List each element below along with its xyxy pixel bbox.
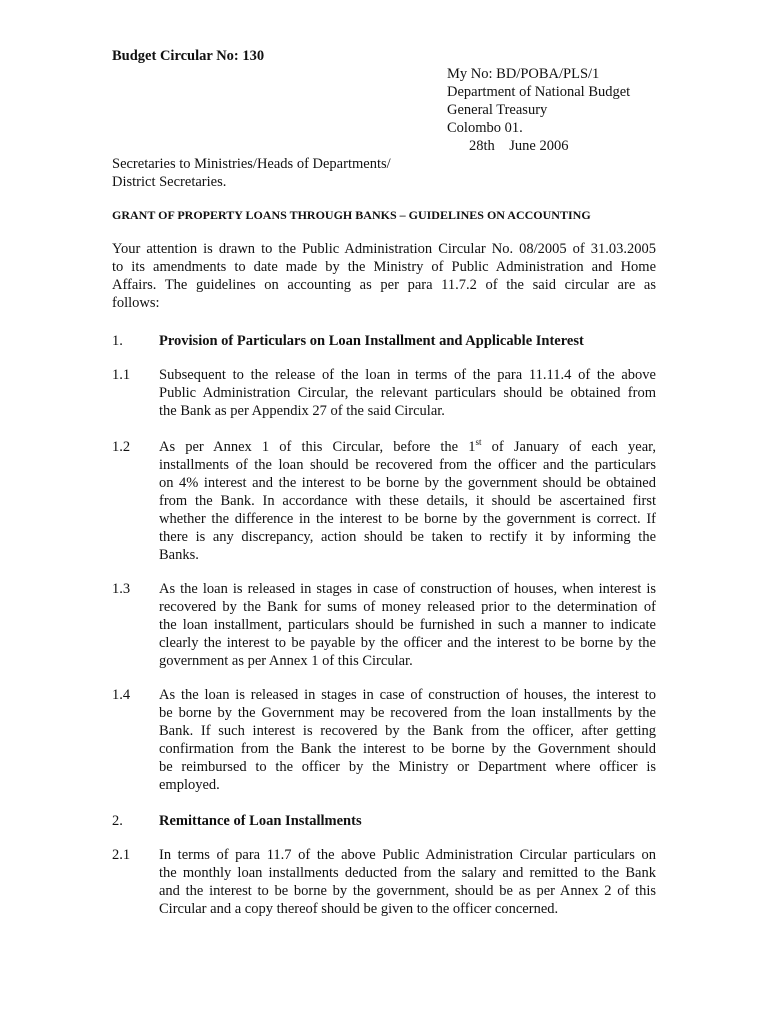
text-line: In terms of para 11.7 of the above Public Administration Circular particulars on bbox=[159, 847, 656, 863]
text-line: recovered by the Bank for sums of money released prior to the determination of bbox=[159, 599, 656, 615]
text-line: from the Bank. In accordance with these details, it should be ascertained first bbox=[159, 493, 656, 509]
section-number: 1. bbox=[112, 333, 123, 349]
text-fragment: of January of each year, bbox=[481, 439, 656, 455]
text-line: Bank. If such interest is recovered by the Bank from the officer, after getting bbox=[159, 723, 656, 739]
text-line: and the interest to be borne by the government, should be as per Annex 2 of this bbox=[159, 883, 656, 899]
paragraph-1-1 bbox=[159, 366, 656, 420]
paragraph-1-3 bbox=[159, 580, 656, 670]
section-title: Provision of Particulars on Loan Installment and Applicable Interest bbox=[159, 333, 584, 349]
treasury-name: General Treasury bbox=[447, 102, 548, 118]
text-line: on 4% interest and the interest to be borne by the government should be obtained bbox=[159, 475, 656, 491]
text-line: confirmation from the Bank the interest to be borne by the Government should bbox=[159, 741, 656, 757]
department-name: Department of National Budget bbox=[447, 84, 631, 100]
text-line: installments of the loan should be recovered from the officer and the particulars bbox=[159, 457, 656, 473]
section-title: Remittance of Loan Installments bbox=[159, 813, 362, 829]
reference-block bbox=[447, 65, 630, 155]
text-line: Circular and a copy thereof should be given to the officer concerned. bbox=[159, 901, 559, 917]
text-line: Banks. bbox=[159, 547, 199, 563]
text-line: As the loan is released in stages in case of construction of houses, the interest to bbox=[159, 687, 656, 703]
circular-number: Budget Circular No: 130 bbox=[112, 48, 265, 64]
addressee-line: District Secretaries. bbox=[112, 174, 227, 190]
reference-number: My No: BD/POBA/PLS/1 bbox=[447, 66, 600, 82]
text-line bbox=[159, 438, 656, 456]
text-line: follows: bbox=[112, 295, 160, 311]
paragraph-2-1 bbox=[159, 846, 656, 918]
text-line: employed. bbox=[159, 777, 220, 793]
text-line: the Bank as per Appendix 27 of the said Circular. bbox=[159, 403, 445, 419]
text-line: Public Administration Circular, the relevant particulars should be obtained from bbox=[159, 385, 656, 401]
text-line: to its amendments to date made by the Ministry of Public Administration and Home bbox=[112, 259, 656, 275]
city-name: Colombo 01. bbox=[447, 120, 523, 136]
text-line: the loan installment, particulars should be furnished in such a manner to indicate bbox=[159, 617, 656, 633]
text-line: be reimbursed to the officer by the Ministry or Department where officer is bbox=[159, 759, 656, 775]
addressee-line: Secretaries to Ministries/Heads of Departments/ bbox=[112, 156, 391, 172]
text-line: the monthly loan installments deducted from the salary and remitted to the Bank bbox=[159, 865, 656, 881]
text-line: Subsequent to the release of the loan in terms of the para 11.11.4 of the above bbox=[159, 367, 656, 383]
paragraph-number: 1.3 bbox=[112, 581, 131, 597]
text-line: there is any discrepancy, action should be taken to rectify it by informing the bbox=[159, 529, 656, 545]
subject-heading: GRANT OF PROPERTY LOANS THROUGH BANKS – GUIDELINES ON ACCOUNTING bbox=[112, 208, 591, 222]
intro-paragraph bbox=[112, 240, 656, 312]
ordinal-suffix: st bbox=[475, 437, 482, 448]
text-line: government as per Annex 1 of this Circular. bbox=[159, 653, 413, 669]
addressees bbox=[112, 155, 391, 191]
text-line: be borne by the Government may be recovered from the loan installments by the bbox=[159, 705, 656, 721]
section-number: 2. bbox=[112, 813, 123, 829]
paragraph-number: 1.4 bbox=[112, 687, 131, 703]
text-line: Your attention is drawn to the Public Administration Circular No. 08/2005 of 31.03.2005 bbox=[112, 241, 656, 257]
text-line: whether the difference in the interest to be borne by the government is correct. If bbox=[159, 511, 656, 527]
paragraph-number: 2.1 bbox=[112, 847, 131, 863]
paragraph-number: 1.1 bbox=[112, 367, 131, 383]
paragraph-1-4 bbox=[159, 686, 656, 794]
text-line: Affairs. The guidelines on accounting as per para 11.7.2 of the said circular are as bbox=[112, 277, 656, 293]
paragraph-number: 1.2 bbox=[112, 439, 131, 455]
issue-date: 28th June 2006 bbox=[469, 138, 569, 154]
text-line: As the loan is released in stages in case of construction of houses, when interest is bbox=[159, 581, 656, 597]
paragraph-1-2 bbox=[159, 438, 656, 564]
text-fragment: As per Annex 1 of this Circular, before the 1 bbox=[159, 439, 476, 455]
text-line: clearly the interest to be payable by the officer and the interest to be borne by the bbox=[159, 635, 656, 651]
